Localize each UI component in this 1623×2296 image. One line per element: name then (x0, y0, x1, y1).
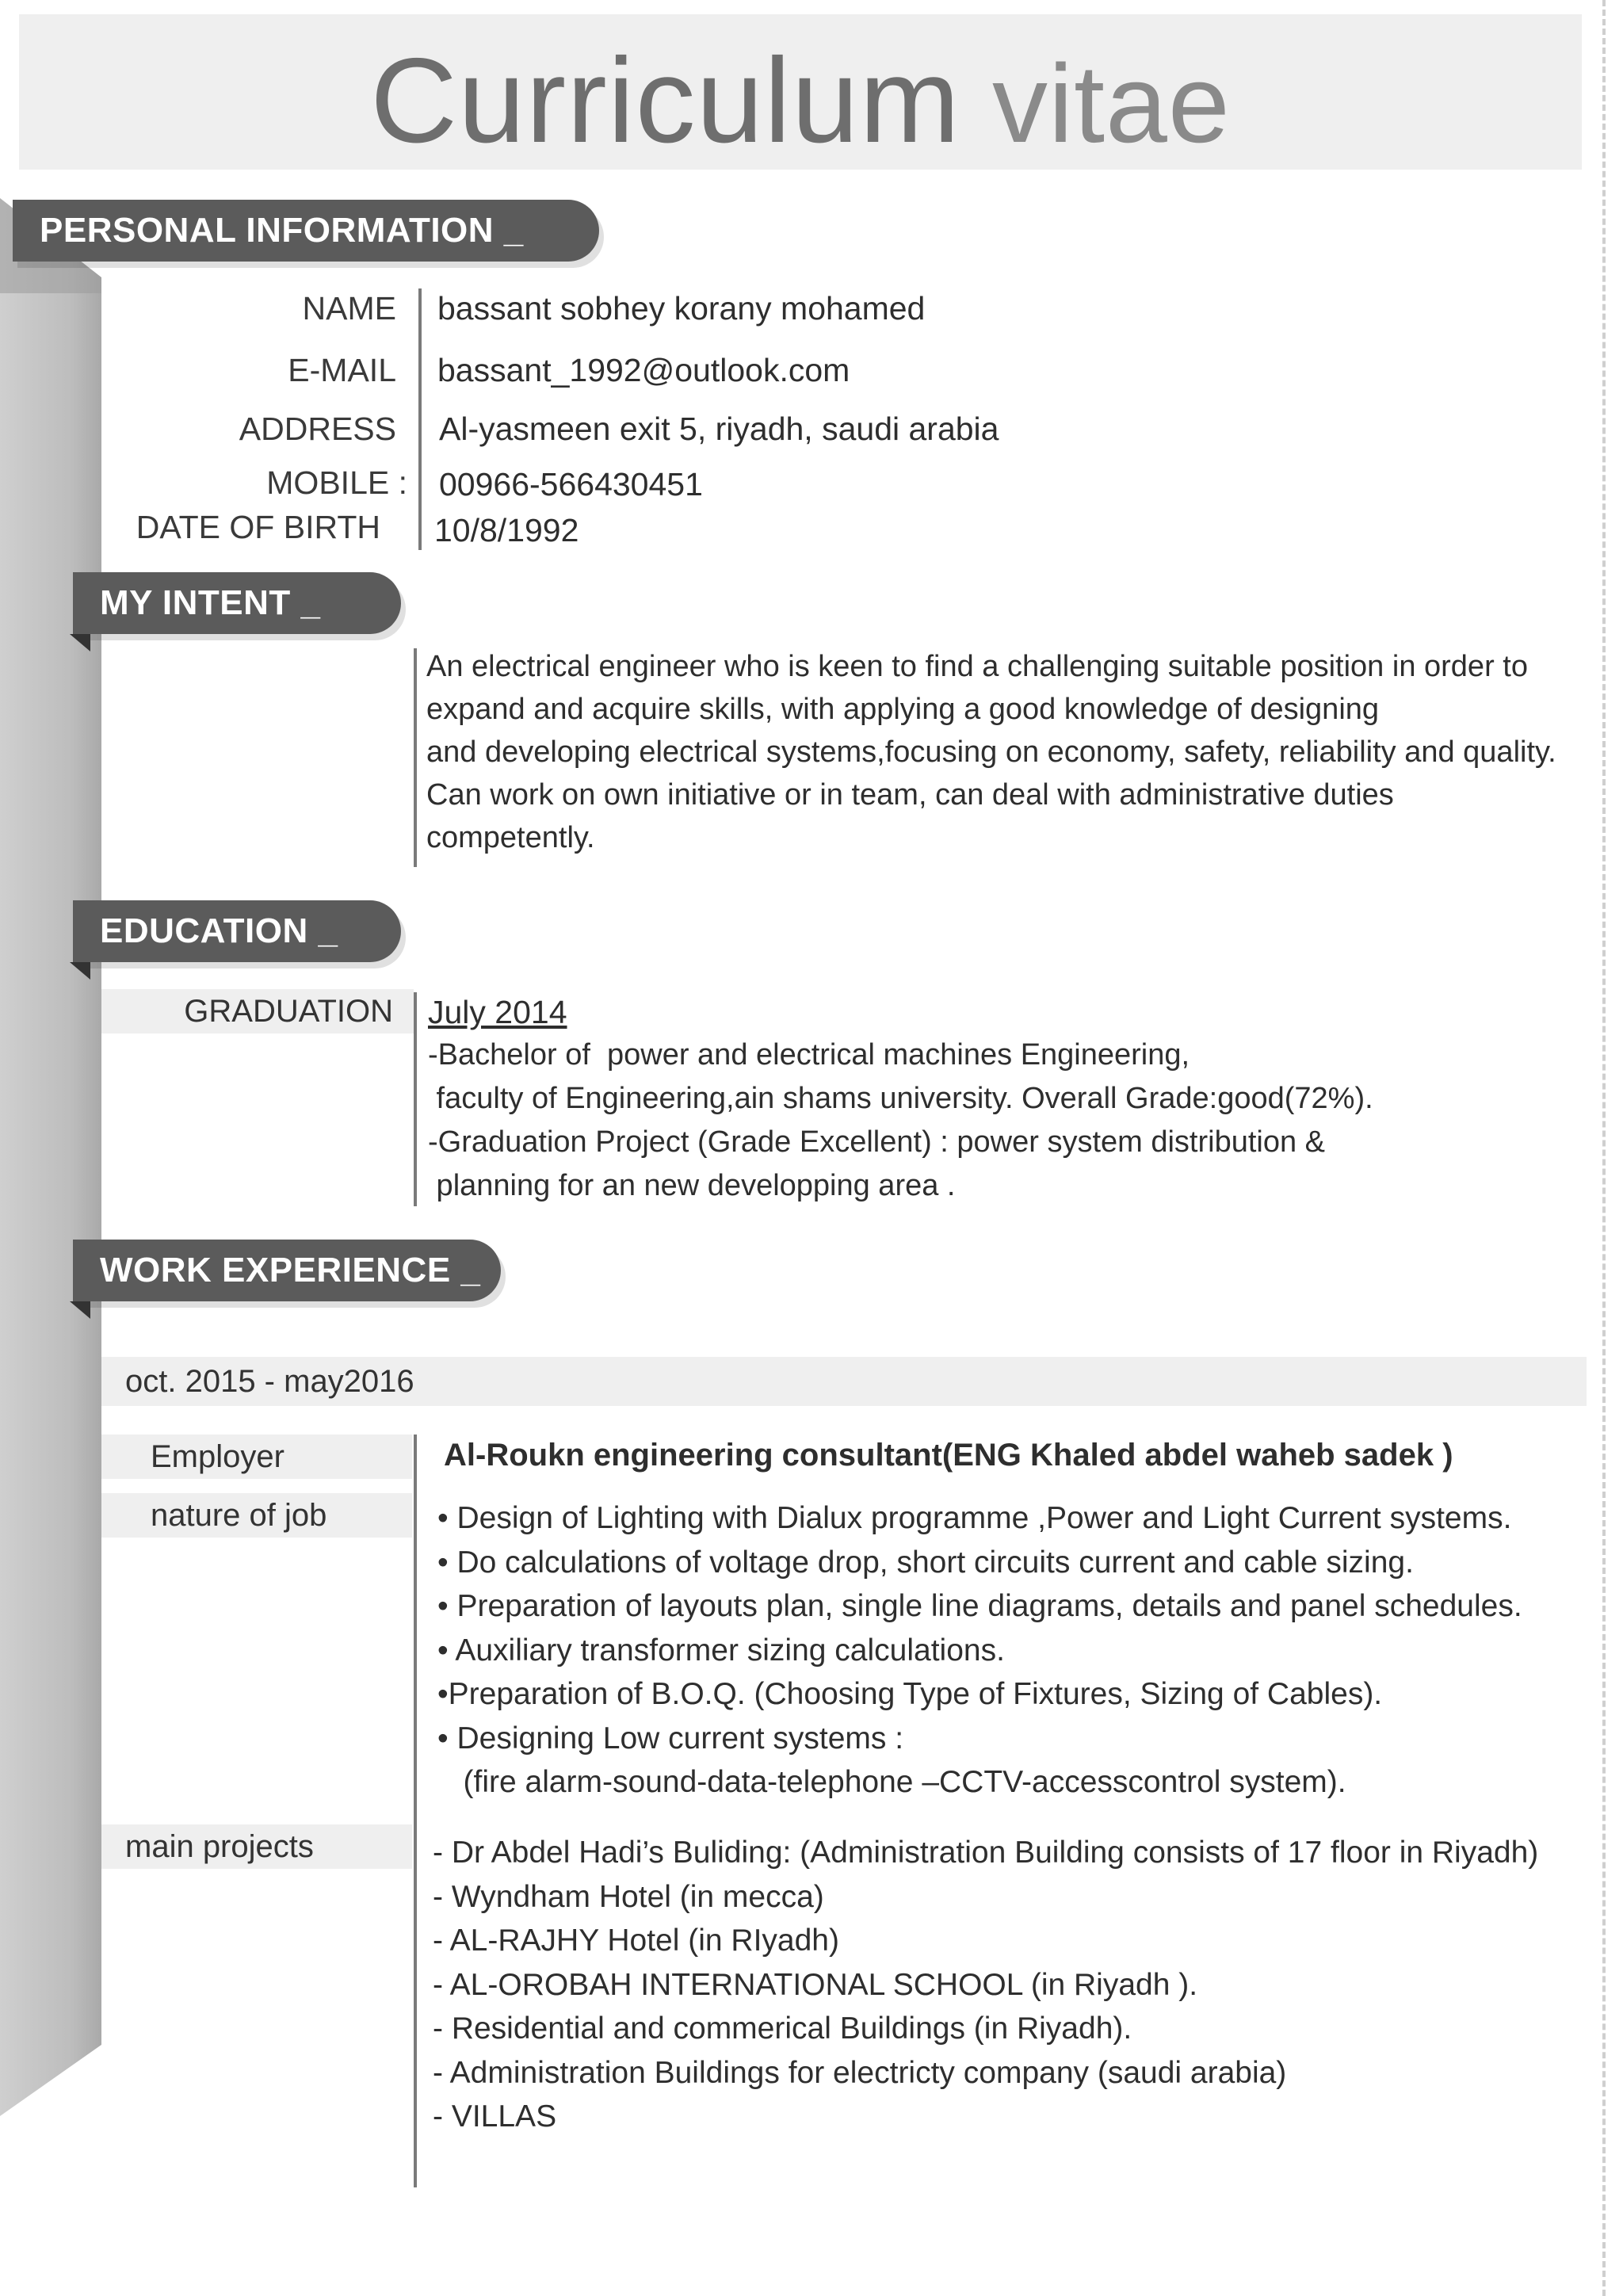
graduation-date: July 2014 (428, 994, 567, 1030)
work-divider (414, 1435, 417, 2187)
label-date-of-birth: DATE OF BIRTH (136, 509, 380, 545)
intent-line: Can work on own initiative or in team, can deal with administrative duties (426, 778, 1394, 812)
work-period-band (101, 1357, 1587, 1406)
label-graduation: GRADUATION (184, 994, 393, 1029)
projects-label-band (101, 1824, 412, 1869)
section-tab-personal-information (13, 200, 599, 262)
education-line: planning for an new developping area . (428, 1169, 956, 1202)
intent-line: An electrical engineer who is keen to find a challenging suitable position in order to (426, 650, 1528, 683)
intent-line: expand and acquire skills, with applying a good knowledge of designing (426, 693, 1380, 726)
nature-label-band (101, 1493, 412, 1538)
title-word-curriculum: Curriculum (370, 33, 961, 168)
employer-label-band (101, 1435, 412, 1479)
value-name: bassant sobhey korany mohamed (437, 290, 926, 327)
section-heading-work: WORK EXPERIENCE _ (100, 1251, 481, 1289)
label-address: ADDRESS (239, 411, 396, 447)
nature-of-job-list (437, 1496, 1522, 1805)
personal-divider (418, 288, 422, 550)
section-tab-education (73, 900, 401, 962)
project-item: - Residential and commerical Buildings (in Riyadh). (433, 2011, 1132, 2046)
project-item: - Administration Buildings for electricty company (saudi arabia) (433, 2055, 1287, 2090)
label-name: NAME (302, 290, 396, 327)
main-projects-list (433, 1831, 1538, 2139)
project-item: - VILLAS (433, 2099, 557, 2134)
project-item: - Wyndham Hotel (in mecca) (433, 1879, 824, 1914)
title-word-vitae: vitae (992, 41, 1231, 166)
education-line: -Bachelor of power and electrical machines Engineering, (428, 1038, 1190, 1072)
label-main-projects: main projects (125, 1829, 314, 1864)
section-tab-work-experience (73, 1240, 501, 1301)
nature-item: (fire alarm-sound-data-telephone –CCTV-accesscontrol system). (437, 1765, 1346, 1799)
nature-item: •Preparation of B.O.Q. (Choosing Type of Fixtures, Sizing of Cables). (437, 1677, 1383, 1711)
label-email: E-MAIL (288, 352, 396, 388)
nature-item: • Auxiliary transformer sizing calculations. (437, 1633, 1005, 1668)
education-line: -Graduation Project (Grade Excellent) : power system distribution & (428, 1125, 1326, 1159)
intent-divider (414, 648, 417, 867)
title-band (19, 14, 1582, 170)
value-mobile: 00966-566430451 (439, 466, 703, 502)
nature-item: • Do calculations of voltage drop, short circuits current and cable sizing. (437, 1545, 1414, 1580)
label-employer: Employer (151, 1439, 285, 1474)
section-tab-my-intent (73, 572, 401, 634)
intent-line: competently. (426, 821, 595, 854)
value-address: Al-yasmeen exit 5, riyadh, saudi arabia (439, 411, 999, 447)
education-line: faculty of Engineering,ain shams university. Overall Grade:good(72%). (428, 1082, 1373, 1115)
employer-name: Al-Roukn engineering consultant(ENG Khaled abdel waheb sadek ) (444, 1438, 1453, 1473)
page-edge-dashed (1602, 0, 1623, 2296)
document-title (370, 32, 1231, 170)
left-decorative-ribbon (0, 198, 101, 2116)
graduation-label-band (101, 989, 414, 1033)
section-heading-intent: MY INTENT _ (100, 583, 321, 622)
intent-line: and developing electrical systems,focusing on economy, safety, reliability and quality. (426, 735, 1556, 769)
label-nature-of-job: nature of job (151, 1498, 327, 1533)
nature-item: • Preparation of layouts plan, single line diagrams, details and panel schedules. (437, 1589, 1522, 1623)
value-email: bassant_1992@outlook.com (437, 352, 850, 388)
education-divider (414, 992, 417, 1206)
section-heading-personal: PERSONAL INFORMATION _ (40, 211, 524, 250)
label-mobile: MOBILE : (266, 464, 407, 501)
section-heading-education: EDUCATION _ (100, 911, 338, 950)
nature-item: • Design of Lighting with Dialux programme ,Power and Light Current systems. (437, 1501, 1512, 1535)
project-item: - Dr Abdel Hadi’s Buliding: (Administration Building consists of 17 floor in Riyadh) (433, 1836, 1539, 1870)
intent-paragraph (426, 645, 1556, 859)
education-details (428, 1033, 1373, 1208)
work-period: oct. 2015 - may2016 (125, 1364, 414, 1399)
nature-item: • Designing Low current systems : (437, 1721, 904, 1755)
project-item: - AL-RAJHY Hotel (in RIyadh) (433, 1924, 839, 1958)
project-item: - AL-OROBAH INTERNATIONAL SCHOOL (in Riyadh ). (433, 1967, 1198, 2002)
value-date-of-birth: 10/8/1992 (434, 512, 579, 548)
